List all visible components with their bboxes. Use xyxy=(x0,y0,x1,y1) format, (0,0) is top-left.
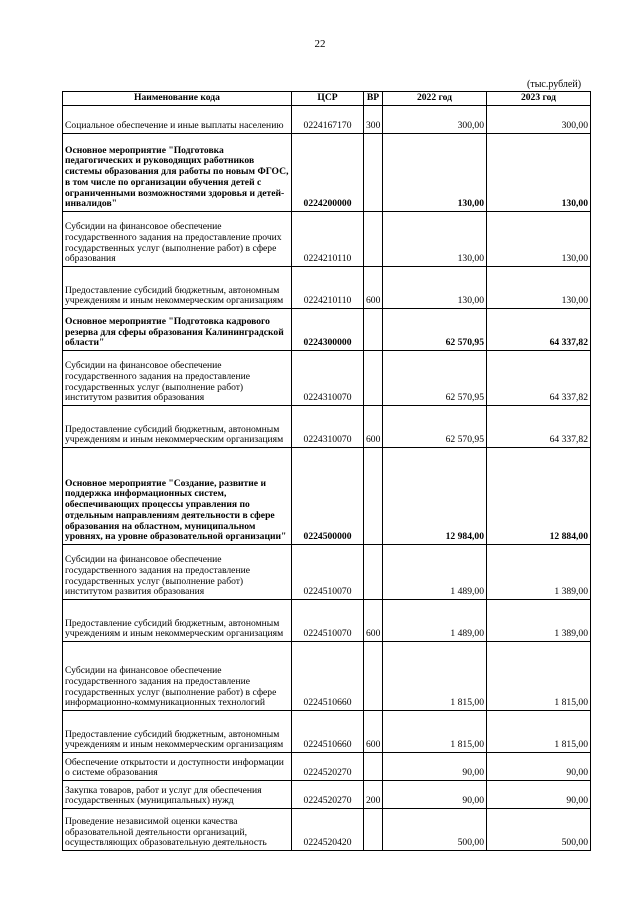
row-2022-cell: 1 815,00 xyxy=(383,642,487,711)
row-name-cell: Предоставление субсидий бюджетным, автономным учреждениям и иным некоммерческим организациям xyxy=(63,406,292,448)
header-row xyxy=(63,92,591,106)
row-2023-cell: 64 337,82 xyxy=(487,406,591,448)
row-vr-cell xyxy=(364,134,383,212)
row-csr-cell: 0224510660 xyxy=(292,642,364,711)
row-csr-cell: 0224310070 xyxy=(292,351,364,406)
row-name-cell: Субсидии на финансовое обеспечение государственного задания на предоставление государственных услуг (выполнение работ) институтом развития образования xyxy=(63,545,292,600)
table-row xyxy=(63,406,591,448)
table-row xyxy=(63,642,591,711)
row-csr-cell: 0224500000 xyxy=(292,448,364,545)
page-number: 22 xyxy=(314,38,326,50)
table-row xyxy=(63,134,591,212)
table-row xyxy=(63,309,591,351)
header-vr: ВР xyxy=(364,92,383,106)
row-vr-cell xyxy=(364,448,383,545)
table-row xyxy=(63,545,591,600)
row-name-cell: Предоставление субсидий бюджетным, автономным учреждениям и иным некоммерческим организациям xyxy=(63,267,292,309)
header-2023: 2023 год xyxy=(487,92,591,106)
row-name-cell: Проведение независимой оценки качества образовательной деятельности организаций, осуществляющих образовательную деятельность xyxy=(63,809,292,851)
units-label: (тыс.рублей) xyxy=(527,79,582,90)
table-row xyxy=(63,600,591,642)
row-2023-cell: 12 884,00 xyxy=(487,448,591,545)
row-csr-cell: 0224520420 xyxy=(292,809,364,851)
row-2023-cell: 1 389,00 xyxy=(487,545,591,600)
table-header xyxy=(63,92,591,106)
row-2022-cell: 62 570,95 xyxy=(383,406,487,448)
row-csr-cell: 0224520270 xyxy=(292,753,364,781)
row-2022-cell: 300,00 xyxy=(383,106,487,134)
row-csr-cell: 0224210110 xyxy=(292,212,364,267)
row-csr-cell: 0224167170 xyxy=(292,106,364,134)
row-2023-cell: 90,00 xyxy=(487,753,591,781)
row-2023-cell: 1 389,00 xyxy=(487,600,591,642)
row-2022-cell: 500,00 xyxy=(383,809,487,851)
table-row xyxy=(63,448,591,545)
table-body xyxy=(63,106,591,851)
row-csr-cell: 0224510660 xyxy=(292,711,364,753)
row-2023-cell: 90,00 xyxy=(487,781,591,809)
row-2023-cell: 130,00 xyxy=(487,212,591,267)
table-row xyxy=(63,106,591,134)
row-name-cell: Предоставление субсидий бюджетным, автономным учреждениям и иным некоммерческим организациям xyxy=(63,600,292,642)
row-2023-cell: 64 337,82 xyxy=(487,309,591,351)
row-2023-cell: 1 815,00 xyxy=(487,711,591,753)
row-2023-cell: 300,00 xyxy=(487,106,591,134)
row-2023-cell: 64 337,82 xyxy=(487,351,591,406)
row-2022-cell: 130,00 xyxy=(383,212,487,267)
row-vr-cell: 600 xyxy=(364,711,383,753)
row-name-cell: Основное мероприятие "Создание, развитие и поддержка информационных систем, обеспечивающих процессы управления по отдельным направлениям деятельности в сфере образования на областном, муниципальном уровнях, на уровне образовательной организации" xyxy=(63,448,292,545)
row-name-cell: Обеспечение открытости и доступности информации о системе образования xyxy=(63,753,292,781)
row-csr-cell: 0224300000 xyxy=(292,309,364,351)
row-name-cell: Субсидии на финансовое обеспечение государственного задания на предоставление государственных услуг (выполнение работ) институтом развития образования xyxy=(63,351,292,406)
row-vr-cell xyxy=(364,809,383,851)
row-2023-cell: 500,00 xyxy=(487,809,591,851)
row-csr-cell: 0224510070 xyxy=(292,545,364,600)
table-row xyxy=(63,753,591,781)
row-name-cell: Социальное обеспечение и иные выплаты населению xyxy=(63,106,292,134)
budget-table xyxy=(62,91,591,851)
row-vr-cell: 300 xyxy=(364,106,383,134)
row-vr-cell: 200 xyxy=(364,781,383,809)
row-2022-cell: 62 570,95 xyxy=(383,351,487,406)
row-vr-cell xyxy=(364,753,383,781)
row-csr-cell: 0224200000 xyxy=(292,134,364,212)
row-name-cell: Субсидии на финансовое обеспечение государственного задания на предоставление прочих государственных услуг (выполнение работ) в сфере образования xyxy=(63,212,292,267)
table-row xyxy=(63,351,591,406)
row-2022-cell: 90,00 xyxy=(383,753,487,781)
table-row xyxy=(63,781,591,809)
row-2022-cell: 90,00 xyxy=(383,781,487,809)
row-vr-cell: 600 xyxy=(364,267,383,309)
row-2022-cell: 12 984,00 xyxy=(383,448,487,545)
table-row xyxy=(63,212,591,267)
row-name-cell: Предоставление субсидий бюджетным, автономным учреждениям и иным некоммерческим организациям xyxy=(63,711,292,753)
row-2022-cell: 130,00 xyxy=(383,267,487,309)
row-2022-cell: 1 815,00 xyxy=(383,711,487,753)
row-2022-cell: 130,00 xyxy=(383,134,487,212)
table-row xyxy=(63,711,591,753)
row-vr-cell xyxy=(364,212,383,267)
row-2023-cell: 130,00 xyxy=(487,134,591,212)
row-vr-cell xyxy=(364,545,383,600)
header-name: Наименование кода xyxy=(63,92,292,106)
row-2023-cell: 130,00 xyxy=(487,267,591,309)
row-csr-cell: 0224310070 xyxy=(292,406,364,448)
row-vr-cell xyxy=(364,309,383,351)
row-vr-cell xyxy=(364,351,383,406)
header-2022: 2022 год xyxy=(383,92,487,106)
row-2022-cell: 1 489,00 xyxy=(383,545,487,600)
row-2023-cell: 1 815,00 xyxy=(487,642,591,711)
row-csr-cell: 0224510070 xyxy=(292,600,364,642)
row-2022-cell: 62 570,95 xyxy=(383,309,487,351)
row-vr-cell: 600 xyxy=(364,600,383,642)
row-vr-cell xyxy=(364,642,383,711)
header-csr: ЦСР xyxy=(292,92,364,106)
row-name-cell: Основное мероприятие "Подготовка педагогических и руководящих работников системы образования для работы по новым ФГОС, в том числе по организации обучения детей с ограниченными возможностями здоровья и детей-инвалидов" xyxy=(63,134,292,212)
table-row xyxy=(63,267,591,309)
table-row xyxy=(63,809,591,851)
row-name-cell: Субсидии на финансовое обеспечение государственного задания на предоставление государственных услуг (выполнение работ) в сфере информационно-коммуникационных технологий xyxy=(63,642,292,711)
row-csr-cell: 0224210110 xyxy=(292,267,364,309)
row-2022-cell: 1 489,00 xyxy=(383,600,487,642)
row-csr-cell: 0224520270 xyxy=(292,781,364,809)
row-name-cell: Закупка товаров, работ и услуг для обеспечения государственных (муниципальных) нужд xyxy=(63,781,292,809)
row-name-cell: Основное мероприятие "Подготовка кадрового резерва для сферы образования Калининградской области" xyxy=(63,309,292,351)
row-vr-cell: 600 xyxy=(364,406,383,448)
